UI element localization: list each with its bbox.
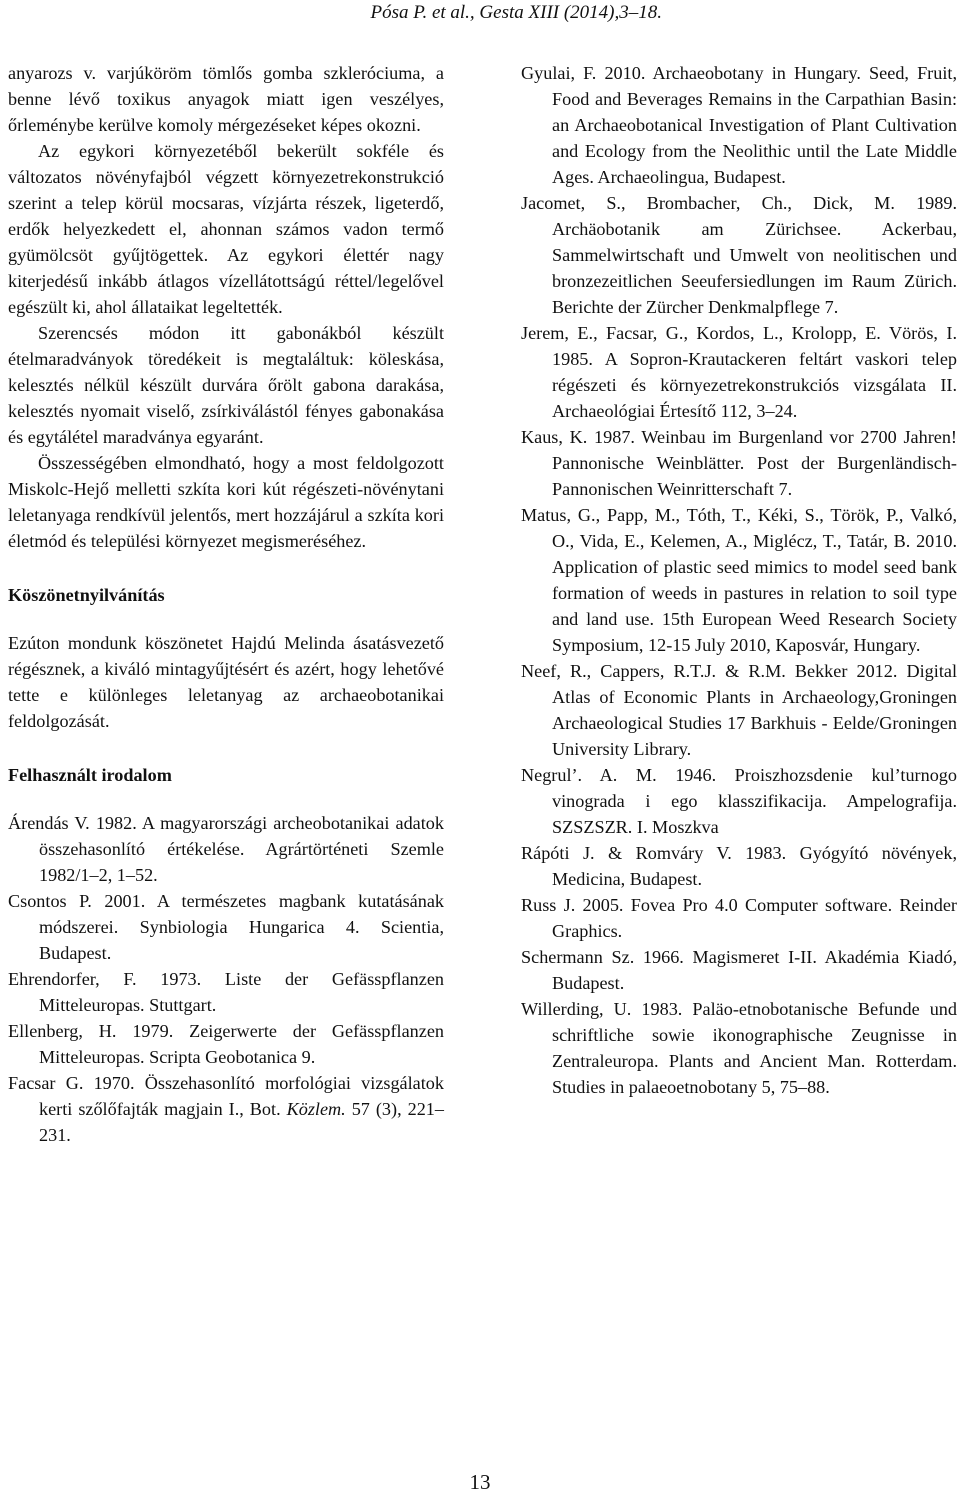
journal-abbreviation: Közlem. xyxy=(286,1099,346,1119)
acknowledgements-text: Ezúton mondunk köszönetet Hajdú Melinda ásatásvezető régésznek, a kiváló mintagyűjtésért és azért, hogy lehetővé tette e különleges leletanyag az archaeobotanikai feldolgozását. xyxy=(8,633,444,731)
body-paragraph: Szerencsés módon itt gabonákból készült ételmaradványok töredékeit is megtaláltuk: köleskása, kelesztés nélkül készült durvára őrölt gabona darakása, kelesztés nyomait viselő, zsírkiválástól fényes gabonakása és egytálétel maradványa egyaránt. xyxy=(8,323,444,447)
reference-entry: Willerding, U. 1983. Paläo-etnobotanische Befunde und schriftliche sowie ikonographische Zeugnisse in Zentraleuropa. Plants and Ancient Man. Rotterdam. Studies in palaeoetnobotany 5, 75–88. xyxy=(521,999,957,1097)
reference-entry: Jacomet, S., Brombacher, Ch., Dick, M. 1989. Archäobotanik am Zürichsee. Ackerbau, Sammelwirtschaft und Umwelt von neolitischen und bronzezeitlichen Seeufersiedlungen im Raum Zürich. Berichte der Zürcher Denkmalpflege 7. xyxy=(521,193,957,317)
reference-entry: Ehrendorfer, F. 1973. Liste der Gefässpflanzen Mitteleuropas. Stuttgart. xyxy=(8,969,444,1015)
left-column xyxy=(8,60,444,1148)
reference-entry: Csontos P. 2001. A természetes magbank kutatásának módszerei. Synbiologia Hungarica 4. Scientia, Budapest. xyxy=(8,891,444,963)
right-column xyxy=(521,60,957,1100)
reference-entry: Neef, R., Cappers, R.T.J. & R.M. Bekker 2012. Digital Atlas of Economic Plants in Archaeology,Groningen Archaeological Studies 17 Barkhuis - Eelde/Groningen University Library. xyxy=(521,661,957,759)
running-header xyxy=(0,2,960,24)
reference-entry: Kaus, K. 1987. Weinbau im Burgenland vor 2700 Jahren! Pannonische Weinblätter. Post der Burgenländisch- Pannonischen Weinritterschaft 7. xyxy=(521,427,957,499)
reference-entry: Jerem, E., Facsar, G., Kordos, L., Krolopp, E. Vörös, I. 1985. A Sopron-Krautackeren feltárt vaskori telep régészeti és környezetrekonstrukciós vizsgálata II. Archaeológiai Értesítő 112, 3–24. xyxy=(521,323,957,421)
body-paragraph: Összességében elmondható, hogy a most feldolgozott Miskolc-Hejő melletti szkíta kori kút régészeti-növénytani leletanyaga rendkívül jelentős, mert hozzájárul a szkíta kori életmód és települési környezet megismeréséhez. xyxy=(8,453,444,551)
acknowledgements-heading: Köszönetnyilvánítás xyxy=(8,585,165,605)
reference-text: 57 (3), 221–231. xyxy=(39,1099,444,1145)
running-head-text: Pósa P. et al., Gesta XIII (2014),3–18. xyxy=(370,2,662,23)
body-paragraph: anyarozs v. varjúköröm tömlős gomba szkleróciuma, a benne lévő toxikus anyagok miatt igen veszélyes, őrleménybe kerülve komoly mérgezéseket képes okozni. xyxy=(8,63,444,135)
reference-entry: Gyulai, F. 2010. Archaeobotany in Hungary. Seed, Fruit, Food and Beverages Remains in the Carpathian Basin: an Archaeobotanical Investigation of Plant Cultivation and Ecology from the Neolithic until the Late Middle Ages. Archaeolingua, Budapest. xyxy=(521,63,957,187)
reference-entry xyxy=(8,1070,444,1148)
reference-entry: Rápóti J. & Romváry V. 1983. Gyógyító növények, Medicina, Budapest. xyxy=(521,843,957,889)
reference-entry: Russ J. 2005. Fovea Pro 4.0 Computer software. Reinder Graphics. xyxy=(521,895,957,941)
reference-entry: Schermann Sz. 1966. Magismeret I-II. Akadémia Kiadó, Budapest. xyxy=(521,947,957,993)
reference-text: Facsar G. 1970. Összehasonlító morfológiai vizsgálatok kerti szőlőfajták magjain I., Bot. xyxy=(8,1073,444,1119)
reference-entry: Ellenberg, H. 1979. Zeigerwerte der Gefässpflanzen Mitteleuropas. Scripta Geobotanica 9. xyxy=(8,1021,444,1067)
page-number: 13 xyxy=(469,1470,491,1494)
body-paragraph: Az egykori környezetéből bekerült sokféle és változatos növényfajból végzett környezetrekonstrukció szerint a telep körül mocsaras, vízjárta részek, ligeterdő, erdők helyezkedett el, ahonnan számos vadon termő gyümölcsöt gyűjtögettek. Az egykori élettér nagy kiterjedésű inkább átlagos vízellátottságú réttel/legelővel egészült ki, ahol állataikat legeltették. xyxy=(8,141,444,317)
reference-entry: Negrul’. A. M. 1946. Proiszhozsdenie kul’turnogo vinograda i ego klasszifikacija. Ampelografija. SZSZSZR. I. Moszkva xyxy=(521,765,957,837)
reference-entry: Árendás V. 1982. A magyarországi archeobotanikai adatok összehasonlító értékelése. Agrártörténeti Szemle 1982/1–2, 1–52. xyxy=(8,813,444,885)
reference-entry: Matus, G., Papp, M., Tóth, T., Kéki, S., Török, P., Valkó, O., Vida, E., Kelemen, A., Miglécz, T., Tatár, B. 2010. Application of plastic seed mimics to model seed bank formation of weeds in pastures in relation to soil type and land use. 15th European Weed Research Society Symposium, 12-15 July 2010, Kaposvár, Hungary. xyxy=(521,505,957,655)
references-heading: Felhasznált irodalom xyxy=(8,765,172,785)
